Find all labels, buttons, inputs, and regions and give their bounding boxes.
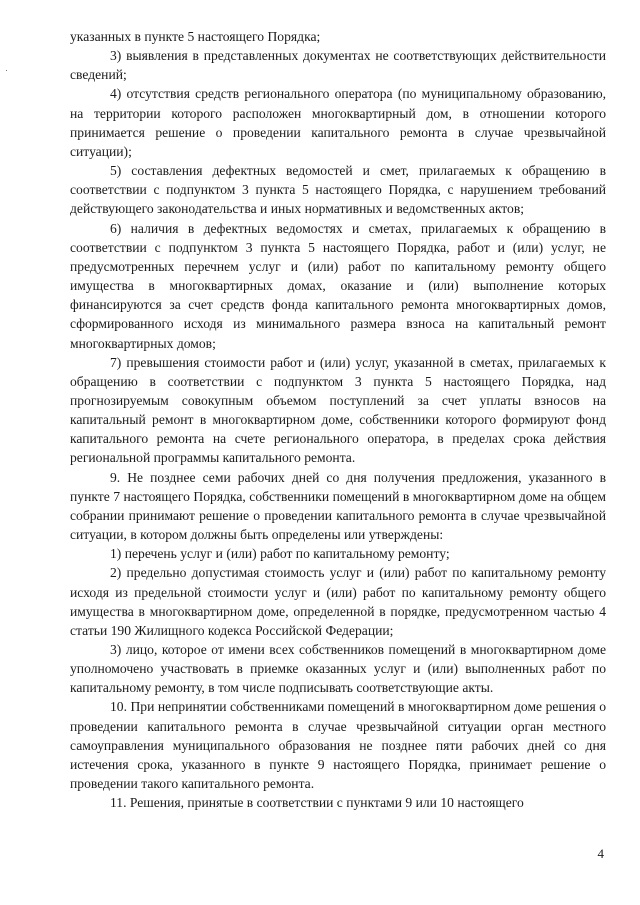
body-text [70, 27, 606, 812]
scan-speck [6, 70, 7, 71]
paragraph: 3) лицо, которое от имени всех собственников помещений в многоквартирном доме уполномочено участвовать в приемке оказанных услуг и (или) выполненных работ по капитальному ремонту, в том числе подписывать соответствующие акты. [70, 642, 606, 696]
paragraph: 4) отсутствия средств регионального оператора (по муниципальному образованию, на территории которого расположен многоквартирный дом, в отношении которого принимается решение о проведении капитального ремонта в случае чрезвычайной ситуации); [70, 86, 606, 159]
paragraph: 9. Не позднее семи рабочих дней со дня получения предложения, указанного в пункте 7 настоящего Порядка, собственники помещений в многоквартирном доме на общем собрании принимают решение о проведении капитального ремонта в случае чрезвычайной ситуации, в котором должны быть определены или утверждены: [70, 469, 606, 543]
paragraph: 2) предельно допустимая стоимость услуг и (или) работ по капитальному ремонту исходя из предельной стоимости услуг и (или) работ по капитальному ремонту общего имущества в многоквартирном доме, определенной в порядке, предусмотренном частью 4 статьи 190 Жилищного кодекса Российской Федерации; [70, 565, 606, 638]
page-number: 4 [597, 846, 604, 861]
paragraph: 3) выявления в представленных документах не соответствующих действительности сведений; [70, 48, 606, 83]
paragraph: 5) составления дефектных ведомостей и смет, прилагаемых к обращению в соответствии с подпунктом 3 пункта 5 настоящего Порядка, с нарушением требований действующего законодательства и иных нормативных и ведомственных актов; [70, 163, 606, 217]
paragraph: 6) наличия в дефектных ведомостях и сметах, прилагаемых к обращению в соответствии с подпунктом 3 пункта 5 настоящего Порядка, работ и (или) услуг, не предусмотренных перечнем услуг и (или) работ по капитальному ремонту общего имущества в многоквартирных домах, оказание и (или) выполнение которых финансируются за счет средств фонда капитального ремонта многоквартирных домов, сформированного исходя из минимального размера взноса на капитальный ремонт многоквартирных домов; [70, 220, 606, 351]
paragraph: указанных в пункте 5 настоящего Порядка; [70, 29, 321, 44]
paragraph: 10. При непринятии собственниками помещений в многоквартирном доме решения о проведении капитального ремонта в случае чрезвычайной ситуации орган местного самоуправления муниципального образования не позднее пяти рабочих дней со дня истечения срока, указанного в пункте 9 настоящего Порядка, принимает решение о проведении такого капитального ремонта. [70, 699, 606, 792]
paragraph: 1) перечень услуг и (или) работ по капитальному ремонту; [110, 546, 450, 562]
paragraph: 7) превышения стоимости работ и (или) услуг, указанной в сметах, прилагаемых к обращению в соответствии с подпунктом 3 пункта 5 настоящего Порядка, над прогнозируемым совокупным объемом поступлений за счет уплаты взносов на капитальный ремонт в многоквартирном доме, собственники которого формируют фонд капитального ремонта на счете регионального оператора, в пределах срока действия региональной программы капитального ремонта. [70, 354, 606, 466]
paragraph: 11. Решения, принятые в соответствии с пунктами 9 или 10 настоящего [110, 795, 524, 811]
